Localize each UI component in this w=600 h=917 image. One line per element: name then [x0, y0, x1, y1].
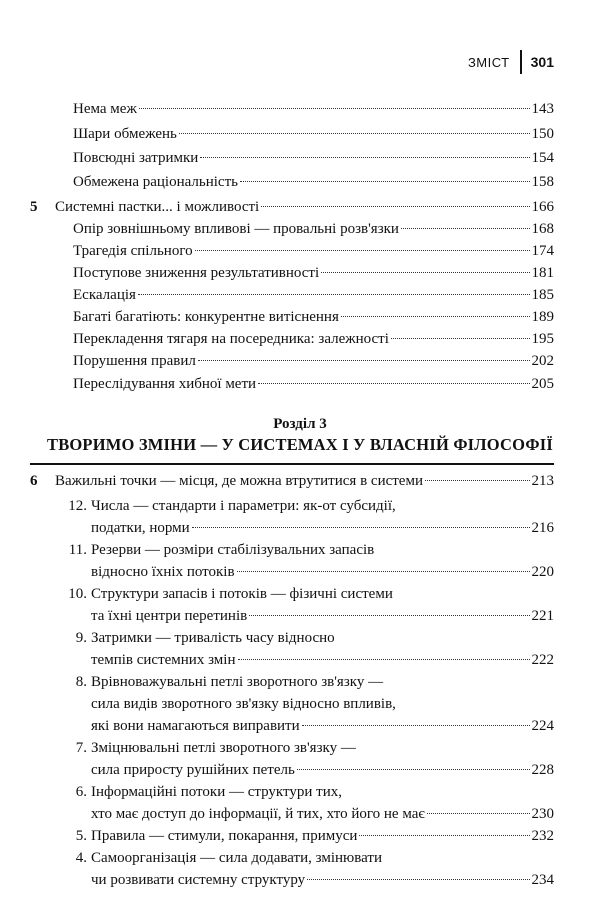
- part-divider: [30, 463, 554, 465]
- toc-entry[interactable]: [91, 649, 554, 672]
- item-number: 6.: [75, 784, 87, 800]
- toc-entry-title: Переслідування хибної мети: [73, 376, 257, 392]
- toc-entry-title: Порушення правил: [73, 353, 196, 369]
- toc-entry-title: Шари обмежень: [73, 126, 177, 142]
- item-number: 10.: [68, 586, 87, 602]
- toc-entry-page: 143: [531, 101, 554, 117]
- leader-dots: [321, 271, 529, 273]
- toc-entry-title: Трагедія спільного: [73, 243, 193, 259]
- toc-entry-page: 185: [531, 287, 554, 303]
- toc-entry[interactable]: [73, 123, 554, 146]
- toc-entry-title: податки, норми: [91, 520, 190, 536]
- toc-entry-page: 222: [531, 652, 554, 668]
- toc-entry-page: 224: [531, 718, 554, 734]
- item-line: Затримки — тривалість часу відносно: [91, 630, 335, 646]
- leader-dots: [258, 382, 529, 384]
- item-number: 11.: [68, 542, 87, 558]
- toc-entry[interactable]: [91, 517, 554, 540]
- toc-entry[interactable]: [73, 350, 554, 373]
- toc-entry-title: темпів системних змін: [91, 652, 236, 668]
- leader-dots: [139, 107, 530, 109]
- toc-entry-page: 205: [531, 376, 554, 392]
- page-number: 301: [530, 54, 554, 70]
- part-label: Розділ 3: [273, 416, 327, 432]
- chapter-number: 6: [30, 473, 38, 489]
- toc-entry-page: 228: [531, 762, 554, 778]
- toc-entry[interactable]: [73, 147, 554, 170]
- toc-entry-page: 220: [531, 564, 554, 580]
- toc-entry-title: Опір зовнішньому впливові — провальні розв'язки: [73, 221, 399, 237]
- toc-entry-page: 195: [531, 331, 554, 347]
- toc-entry-title: хто має доступ до інформації, й тих, хто його не має: [91, 806, 425, 822]
- leader-dots: [200, 156, 529, 158]
- toc-entry[interactable]: [73, 373, 554, 396]
- toc-entry[interactable]: [73, 328, 554, 351]
- toc-entry-title: Перекладення тягаря на посередника: залежності: [73, 331, 389, 347]
- chapter-entry[interactable]: [55, 470, 554, 493]
- leader-dots: [391, 337, 530, 339]
- toc-entry[interactable]: [73, 284, 554, 307]
- chapter-title: Важильні точки — місця, де можна втрутитися в системи: [55, 473, 423, 489]
- toc-entry-page: 174: [531, 243, 554, 259]
- item-number: 12.: [68, 498, 87, 514]
- toc-entry[interactable]: [73, 306, 554, 329]
- leader-dots: [237, 570, 530, 572]
- leader-dots: [261, 205, 529, 207]
- toc-entry-title: сила приросту рушійних петель: [91, 762, 295, 778]
- toc-entry[interactable]: [73, 171, 554, 194]
- toc-entry-title: Поступове зниження результативності: [73, 265, 320, 281]
- toc-entry[interactable]: [91, 561, 554, 584]
- item-number: 7.: [75, 740, 87, 756]
- item-number: 9.: [75, 630, 87, 646]
- leader-dots: [297, 768, 530, 770]
- running-header: [468, 50, 554, 74]
- header-divider: [520, 50, 522, 74]
- leader-dots: [307, 878, 529, 880]
- chapter-entry[interactable]: [55, 196, 554, 219]
- toc-entry[interactable]: [73, 240, 554, 263]
- toc-entry-page: 181: [531, 265, 554, 281]
- leader-dots: [341, 315, 530, 317]
- toc-entry-page: 154: [531, 150, 554, 166]
- toc-entry-title: Нема меж: [73, 101, 137, 117]
- toc-entry-page: 230: [531, 806, 554, 822]
- toc-entry[interactable]: [73, 218, 554, 241]
- toc-entry-title: Правила — стимули, покарання, примуси: [91, 828, 358, 844]
- toc-entry[interactable]: [91, 715, 554, 738]
- toc-entry-title: відносно їхніх потоків: [91, 564, 235, 580]
- item-line: Структури запасів і потоків — фізичні системи: [91, 586, 393, 602]
- item-line: Числа — стандарти і параметри: як-от субсидії,: [91, 498, 396, 514]
- chapter-page: 166: [531, 199, 554, 215]
- leader-dots: [192, 526, 530, 528]
- toc-entry-title: та їхні центри перетинів: [91, 608, 248, 624]
- item-line: Резерви — розміри стабілізувальних запасів: [91, 542, 375, 558]
- leader-dots: [240, 180, 530, 182]
- toc-entry[interactable]: [91, 605, 554, 628]
- item-line: Зміцнювальні петлі зворотного зв'язку —: [91, 740, 356, 756]
- toc-entry[interactable]: [91, 759, 554, 782]
- part-title: ТВОРИМО ЗМІНИ — У СИСТЕМАХ І У ВЛАСНІЙ ФІЛОСОФІЇ: [46, 435, 554, 454]
- leader-dots: [401, 227, 530, 229]
- leader-dots: [359, 834, 529, 836]
- toc-entry-title: Обмежена раціональність: [73, 174, 238, 190]
- leader-dots: [138, 293, 530, 295]
- toc-entry[interactable]: [73, 262, 554, 285]
- toc-entry-page: 216: [531, 520, 554, 536]
- item-line: Інформаційні потоки — структури тих,: [91, 784, 342, 800]
- toc-entry-page: 234: [531, 872, 554, 888]
- chapter-title: Системні пастки... і можливості: [55, 199, 260, 215]
- toc-entry[interactable]: [91, 825, 554, 848]
- toc-entry-page: 168: [531, 221, 554, 237]
- toc-entry-page: 189: [531, 309, 554, 325]
- section-title: ЗМІСТ: [467, 54, 510, 70]
- chapter-page: 213: [531, 473, 554, 489]
- toc-entry-page: 221: [531, 608, 554, 624]
- toc-entry[interactable]: [73, 98, 554, 121]
- toc-entry-page: 202: [531, 353, 554, 369]
- leader-dots: [427, 812, 530, 814]
- item-line: Врівноважувальні петлі зворотного зв'язку —: [91, 674, 384, 690]
- toc-entry-page: 150: [531, 126, 554, 142]
- toc-entry-page: 158: [531, 174, 554, 190]
- toc-entry-page: 232: [531, 828, 554, 844]
- item-number: 4.: [75, 850, 87, 866]
- leader-dots: [179, 132, 530, 134]
- toc-entry-title: Багаті багатіють: конкурентне витіснення: [73, 309, 339, 325]
- leader-dots: [302, 724, 530, 726]
- leader-dots: [425, 479, 530, 481]
- item-line: Самоорганізація — сила додавати, змінювати: [91, 850, 382, 866]
- item-line: сила видів зворотного зв'язку відносно впливів,: [91, 696, 396, 712]
- toc-entry[interactable]: [91, 803, 554, 826]
- leader-dots: [195, 249, 530, 251]
- chapter-number: 5: [30, 199, 38, 215]
- item-number: 5.: [75, 828, 87, 844]
- toc-entry-title: Ескалація: [73, 287, 136, 303]
- toc-entry-title: які вони намагаються виправити: [91, 718, 300, 734]
- leader-dots: [249, 614, 529, 616]
- toc-entry-title: Повсюдні затримки: [73, 150, 199, 166]
- leader-dots: [198, 359, 530, 361]
- toc-entry[interactable]: [91, 869, 554, 892]
- toc-entry-title: чи розвивати системну структуру: [91, 872, 306, 888]
- item-number: 8.: [75, 674, 87, 690]
- leader-dots: [238, 658, 530, 660]
